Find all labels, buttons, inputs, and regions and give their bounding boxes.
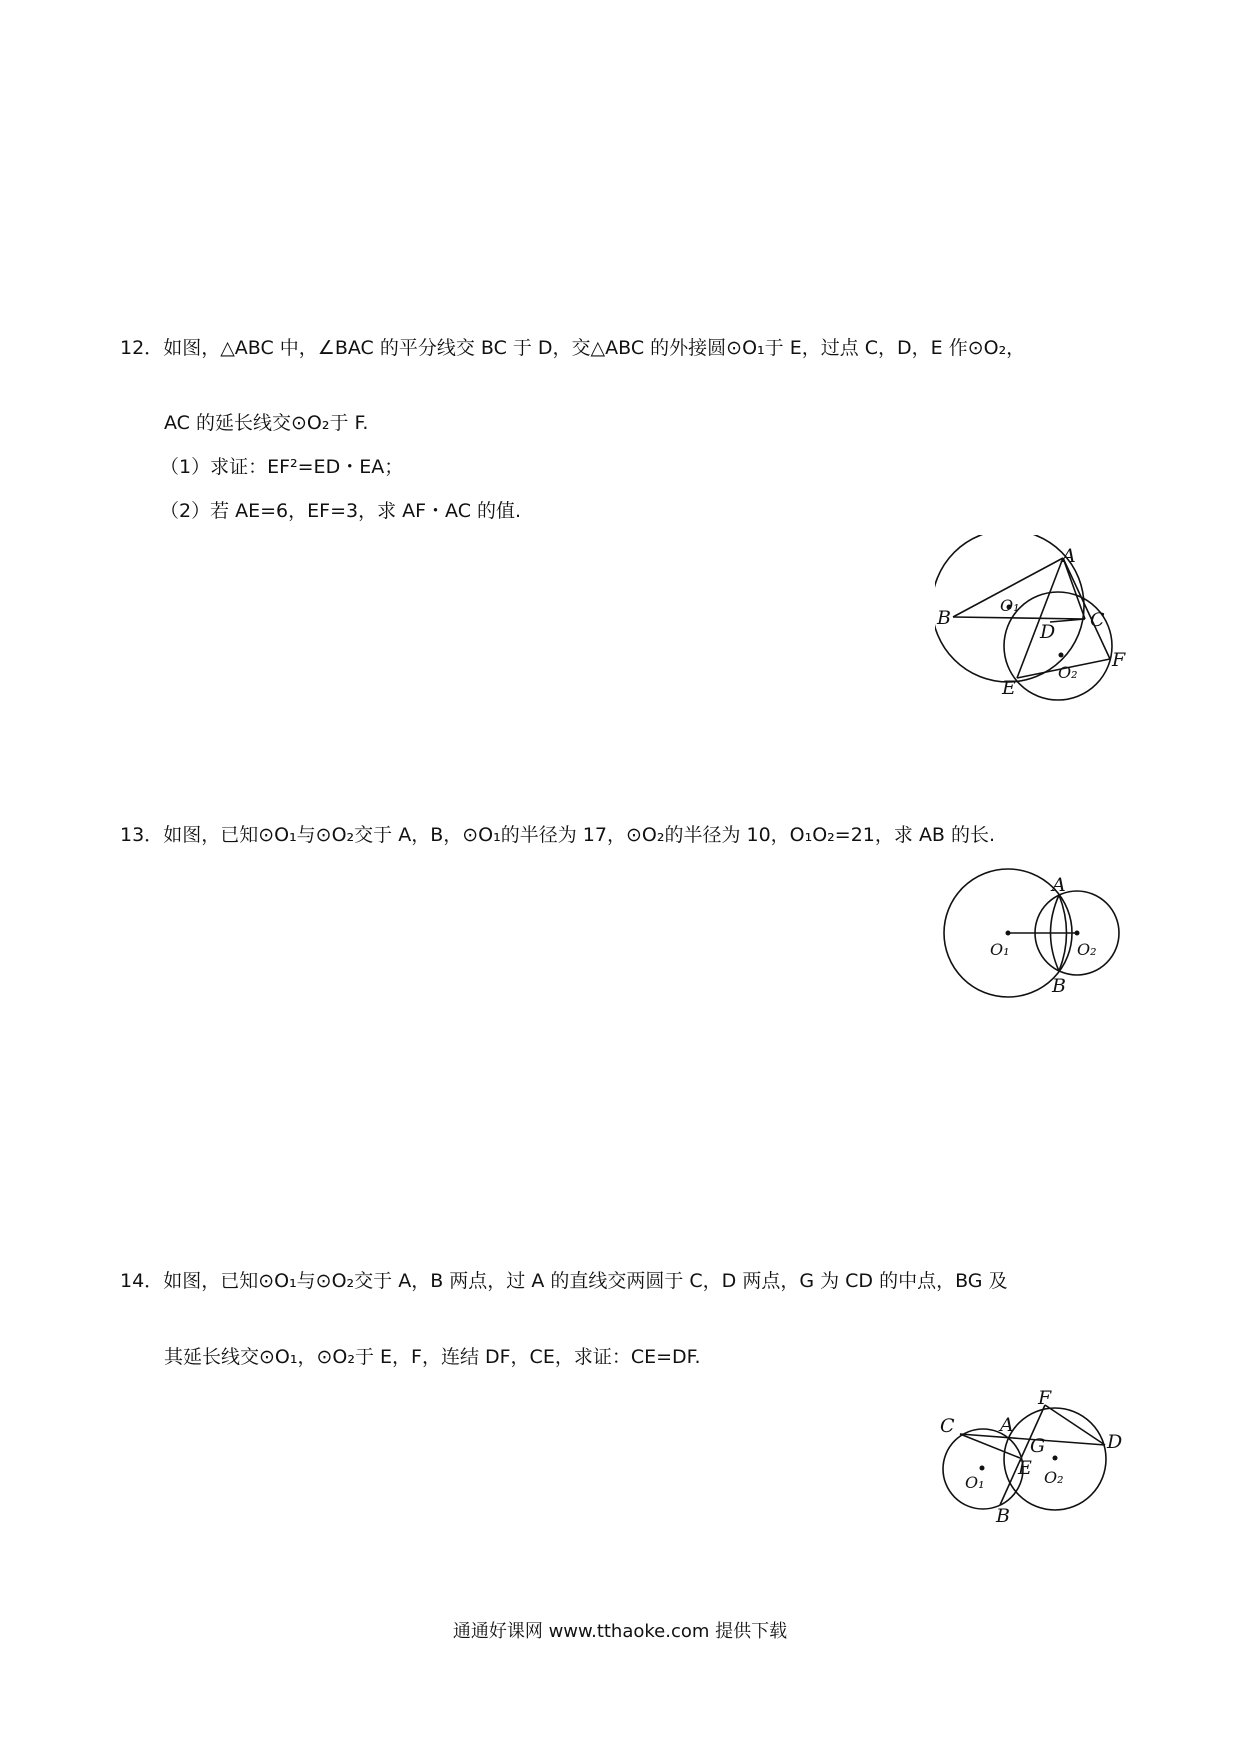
label-o2: O₂	[1044, 1468, 1064, 1487]
label-a: A	[1062, 545, 1076, 567]
question-text-line: 其延长线交⊙O₁，⊙O₂于 E，F，连结 DF，CE，求证：CE=DF.	[164, 1346, 701, 1368]
question-text-line: 如图，△ABC 中，∠BAC 的平分线交 BC 于 D，交△ABC 的外接圆⊙O₁于 E，过点 C，D，E 作⊙O₂，	[163, 337, 1026, 359]
question-number: 14．	[120, 1270, 164, 1292]
figure-q14	[935, 1388, 1140, 1528]
figure-q12	[935, 535, 1140, 710]
question-text-line: AC 的延长线交⊙O₂于 F.	[164, 412, 369, 434]
label-g: G	[1030, 1435, 1046, 1457]
label-c: C	[1090, 609, 1105, 631]
label-o1: O₁	[965, 1473, 985, 1492]
label-b: B	[1052, 975, 1066, 997]
sub-question-2: （2）若 AE=6，EF=3，求 AF・AC 的值.	[160, 500, 522, 522]
figure-q13	[935, 865, 1135, 1000]
question-number: 13．	[120, 824, 164, 846]
question-text-line: 如图，已知⊙O₁与⊙O₂交于 A，B，⊙O₁的半径为 17，⊙O₂的半径为 10，O₁O₂=21，求 AB 的长.	[163, 824, 996, 846]
label-b: B	[996, 1505, 1010, 1527]
label-d: D	[1040, 621, 1056, 643]
label-o2: O₂	[1077, 940, 1097, 959]
label-b: B	[937, 607, 951, 629]
label-d: D	[1107, 1431, 1123, 1453]
page-footer: 通通好课网 www.tthaoke.com 提供下载	[452, 1621, 788, 1642]
label-a: A	[1000, 1414, 1014, 1436]
label-o1: O₁	[990, 940, 1010, 959]
label-e: E	[1018, 1457, 1032, 1479]
label-f: F	[1112, 649, 1126, 671]
label-o2: O₂	[1058, 663, 1078, 682]
label-c: C	[940, 1415, 955, 1437]
label-a: A	[1052, 874, 1066, 896]
question-number: 12．	[120, 337, 164, 359]
label-f: F	[1038, 1388, 1052, 1409]
label-e: E	[1002, 677, 1016, 699]
sub-question-1: （1）求证：EF²=ED・EA；	[160, 456, 404, 478]
question-text-line: 如图，已知⊙O₁与⊙O₂交于 A，B 两点，过 A 的直线交两圆于 C，D 两点，G 为 CD 的中点，BG 及	[163, 1270, 1008, 1292]
label-o1: O₁	[1000, 596, 1020, 615]
